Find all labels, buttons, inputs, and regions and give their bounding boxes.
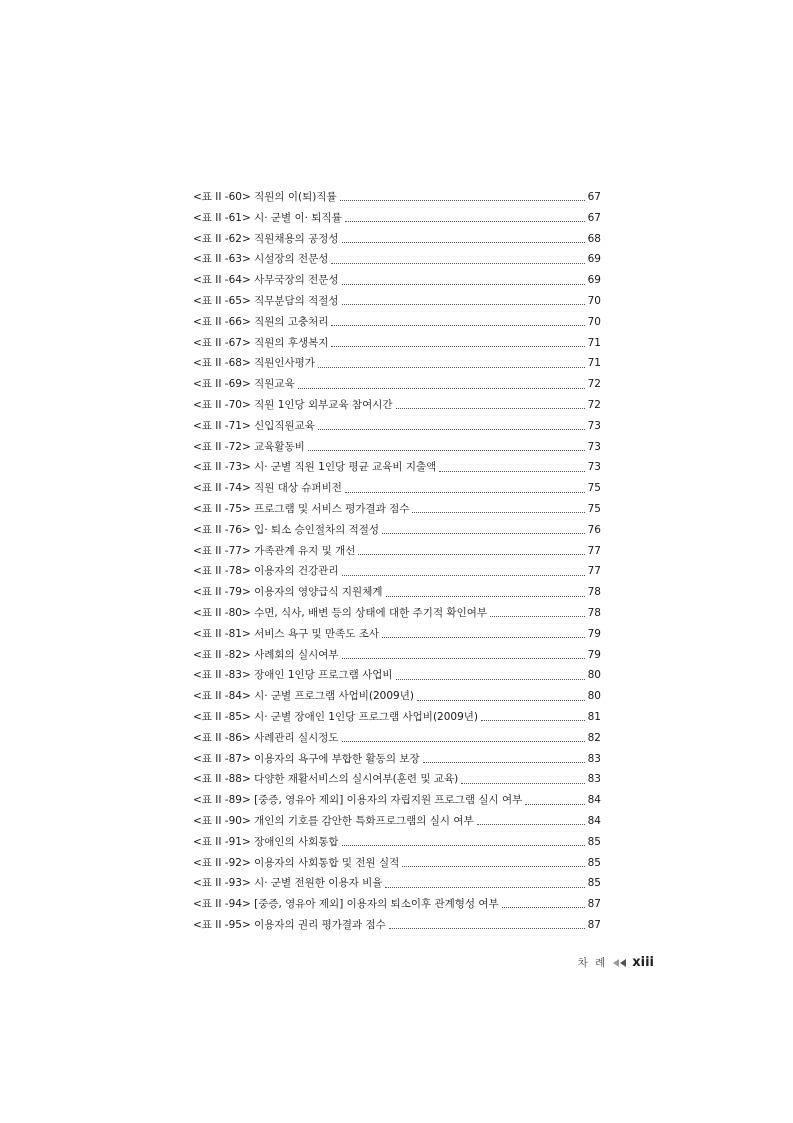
dot-leader — [382, 532, 585, 534]
toc-entry-page: 76 — [587, 523, 601, 536]
dot-leader — [331, 262, 584, 264]
toc-entry[interactable] — [193, 894, 601, 915]
toc-entry-page: 87 — [587, 918, 601, 931]
dot-leader — [308, 449, 585, 451]
toc-entry-label: <표 II -73> 시· 군별 직원 1인당 평균 교육비 지출액 — [193, 461, 437, 474]
table-of-contents — [193, 187, 601, 936]
toc-entry-label: <표 II -60> 직원의 이(퇴)직률 — [193, 191, 337, 203]
dot-leader — [342, 303, 585, 305]
dot-leader — [502, 906, 585, 908]
toc-entry[interactable] — [193, 229, 601, 250]
toc-entry-label: <표 II -92> 이용자의 사회통합 및 전원 실적 — [193, 856, 400, 869]
toc-entry-label: <표 II -80> 수면, 식사, 배변 등의 상태에 대한 주기적 확인여부 — [193, 606, 487, 619]
dot-leader — [382, 636, 585, 638]
toc-entry-label: <표 II -93> 시· 군별 전원한 이용자 비율 — [193, 877, 383, 890]
dot-leader — [331, 345, 584, 347]
toc-entry-label: <표 II -83> 장애인 1인당 프로그램 사업비 — [193, 669, 393, 682]
toc-entry[interactable] — [193, 645, 601, 666]
toc-entry-page: 77 — [587, 544, 601, 557]
dot-leader — [298, 387, 585, 389]
toc-entry-page: 67 — [587, 211, 601, 224]
dot-leader — [345, 220, 585, 222]
toc-entry[interactable] — [193, 769, 601, 790]
toc-entry[interactable] — [193, 853, 601, 874]
toc-entry[interactable] — [193, 624, 601, 645]
footer-section-label: 차 례 — [577, 957, 608, 969]
toc-entry[interactable] — [193, 915, 601, 936]
toc-entry-page: 71 — [587, 336, 601, 349]
toc-entry-label: <표 II -67> 직원의 후생복지 — [193, 336, 329, 349]
toc-entry-page: 72 — [587, 378, 601, 391]
toc-entry-label: <표 II -66> 직원의 고충처리 — [193, 315, 329, 328]
toc-entry[interactable] — [193, 811, 601, 832]
toc-entry-label: <표 II -74> 직원 대상 슈퍼비전 — [193, 482, 342, 495]
dot-leader — [477, 823, 585, 825]
toc-entry-page: 79 — [587, 627, 601, 640]
toc-entry[interactable] — [193, 749, 601, 770]
dot-leader — [358, 553, 584, 555]
toc-entry[interactable] — [193, 603, 601, 624]
toc-entry-label: <표 II -76> 입· 퇴소 승인절차의 적절성 — [193, 523, 380, 536]
toc-entry-page: 77 — [587, 565, 601, 578]
dot-leader — [318, 366, 585, 368]
toc-entry[interactable] — [193, 249, 601, 270]
toc-entry-label: <표 II -84> 시· 군별 프로그램 사업비(2009년) — [193, 690, 414, 703]
toc-entry-label: <표 II -62> 직원채용의 공정성 — [193, 232, 339, 245]
dot-leader — [461, 782, 584, 784]
toc-entry[interactable] — [193, 374, 601, 395]
toc-entry[interactable] — [193, 707, 601, 728]
toc-entry-label: <표 II -82> 사례회의 실시여부 — [193, 648, 339, 661]
toc-entry-page: 73 — [587, 461, 601, 474]
toc-entry-page: 69 — [587, 274, 601, 287]
toc-entry-page: 70 — [587, 315, 601, 328]
toc-entry-label: <표 II -78> 이용자의 건강관리 — [193, 565, 339, 578]
dot-leader — [342, 574, 585, 576]
toc-entry-label: <표 II -61> 시· 군별 이· 퇴직률 — [193, 211, 342, 224]
toc-entry-label: <표 II -90> 개인의 기호를 감안한 특화프로그램의 실시 여부 — [193, 814, 474, 827]
toc-entry[interactable] — [193, 437, 601, 458]
double-left-triangle-icon — [613, 959, 626, 967]
dot-leader — [402, 865, 584, 867]
dot-leader — [490, 615, 585, 617]
dot-leader — [345, 491, 585, 493]
toc-entry[interactable] — [193, 686, 601, 707]
dot-leader — [331, 324, 584, 326]
toc-entry-page: 73 — [587, 419, 601, 432]
dot-leader — [318, 428, 585, 430]
toc-entry-label: <표 II -63> 시설장의 전문성 — [193, 253, 329, 266]
toc-entry-label: <표 II -94> [중증, 영유아 제외] 이용자의 퇴소이후 관계형성 여부 — [193, 898, 499, 911]
toc-entry-page: 85 — [587, 877, 601, 890]
toc-entry-label: <표 II -68> 직원인사평가 — [193, 357, 315, 370]
dot-leader — [396, 407, 585, 409]
toc-entry-label: <표 II -69> 직원교육 — [193, 378, 295, 391]
toc-entry-page: 75 — [587, 482, 601, 495]
page-footer — [578, 955, 654, 970]
toc-entry-label: <표 II -75> 프로그램 및 서비스 평가결과 점수 — [193, 502, 410, 515]
toc-entry[interactable] — [193, 665, 601, 686]
toc-entry-label: <표 II -91> 장애인의 사회통합 — [193, 835, 339, 848]
toc-entry-page: 78 — [587, 586, 601, 599]
toc-entry[interactable] — [193, 333, 601, 354]
dot-leader — [342, 844, 585, 846]
toc-entry[interactable] — [193, 291, 601, 312]
toc-entry-label: <표 II -65> 직무분담의 적절성 — [193, 294, 339, 307]
toc-entry-page: 82 — [587, 731, 601, 744]
dot-leader — [525, 803, 584, 805]
toc-entry-page: 84 — [587, 814, 601, 827]
toc-entry-page: 72 — [587, 398, 601, 411]
toc-entry-label: <표 II -86> 사례관리 실시정도 — [193, 731, 339, 744]
toc-entry-page: 85 — [587, 856, 601, 869]
toc-entry-label: <표 II -87> 이용자의 욕구에 부합한 활동의 보장 — [193, 752, 420, 765]
toc-entry-page: 81 — [587, 710, 601, 723]
toc-entry[interactable] — [193, 832, 601, 853]
toc-entry-page: 75 — [587, 502, 601, 515]
toc-entry-page: 69 — [587, 253, 601, 266]
toc-entry-page: 67 — [587, 191, 601, 203]
toc-entry[interactable] — [193, 728, 601, 749]
dot-leader — [412, 511, 584, 513]
toc-entry[interactable] — [193, 873, 601, 894]
dot-leader — [386, 595, 585, 597]
toc-entry-label: <표 II -79> 이용자의 영양급식 지원체계 — [193, 586, 383, 599]
toc-entry-page: 83 — [587, 752, 601, 765]
toc-entry[interactable] — [193, 790, 601, 811]
toc-entry[interactable] — [193, 270, 601, 291]
toc-entry-page: 83 — [587, 773, 601, 786]
toc-entry-label: <표 II -70> 직원 1인당 외부교육 참여시간 — [193, 398, 393, 411]
dot-leader — [389, 927, 585, 929]
dot-leader — [439, 470, 584, 472]
toc-entry-page: 71 — [587, 357, 601, 370]
toc-entry[interactable] — [193, 353, 601, 374]
toc-entry-page: 79 — [587, 648, 601, 661]
toc-entry[interactable] — [193, 541, 601, 562]
toc-entry-label: <표 II -89> [중증, 영유아 제외] 이용자의 자립지원 프로그램 실시 여부 — [193, 794, 523, 807]
toc-entry[interactable] — [193, 416, 601, 437]
page-number: xiii — [632, 955, 654, 970]
toc-entry[interactable] — [193, 208, 601, 229]
toc-entry[interactable] — [193, 312, 601, 333]
dot-leader — [396, 678, 585, 680]
toc-entry-label: <표 II -71> 신입직원교육 — [193, 419, 315, 432]
toc-entry-page: 78 — [587, 606, 601, 619]
dot-leader — [417, 699, 585, 701]
toc-entry[interactable] — [193, 395, 601, 416]
toc-entry-label: <표 II -77> 가족관계 유지 및 개선 — [193, 544, 356, 557]
dot-leader — [340, 199, 585, 201]
toc-entry[interactable] — [193, 457, 601, 478]
toc-entry-page: 80 — [587, 669, 601, 682]
toc-entry[interactable] — [193, 520, 601, 541]
toc-entry[interactable] — [193, 582, 601, 603]
toc-entry-label: <표 II -64> 사무국장의 전문성 — [193, 274, 339, 287]
toc-entry-page: 68 — [587, 232, 601, 245]
toc-entry[interactable] — [193, 561, 601, 582]
toc-entry-page: 80 — [587, 690, 601, 703]
toc-entry-label: <표 II -85> 시· 군별 장애인 1인당 프로그램 사업비(2009년) — [193, 710, 479, 723]
toc-entry-page: 85 — [587, 835, 601, 848]
dot-leader — [342, 740, 585, 742]
dot-leader — [342, 283, 585, 285]
toc-entry-label: <표 II -95> 이용자의 권리 평가결과 점수 — [193, 918, 386, 931]
toc-entry-label: <표 II -88> 다양한 재활서비스의 실시여부(훈련 및 교육) — [193, 773, 459, 786]
toc-entry-label: <표 II -81> 서비스 욕구 및 만족도 조사 — [193, 627, 380, 640]
dot-leader — [342, 241, 585, 243]
toc-entry-page: 84 — [587, 794, 601, 807]
toc-entry-page: 87 — [587, 898, 601, 911]
dot-leader — [481, 719, 585, 721]
dot-leader — [342, 657, 585, 659]
toc-entry-page: 73 — [587, 440, 601, 453]
dot-leader — [423, 761, 585, 763]
toc-entry[interactable] — [193, 478, 601, 499]
toc-entry-label: <표 II -72> 교육활동비 — [193, 440, 305, 453]
dot-leader — [385, 886, 584, 888]
toc-entry[interactable] — [193, 187, 601, 208]
toc-entry-page: 70 — [587, 294, 601, 307]
toc-entry[interactable] — [193, 499, 601, 520]
